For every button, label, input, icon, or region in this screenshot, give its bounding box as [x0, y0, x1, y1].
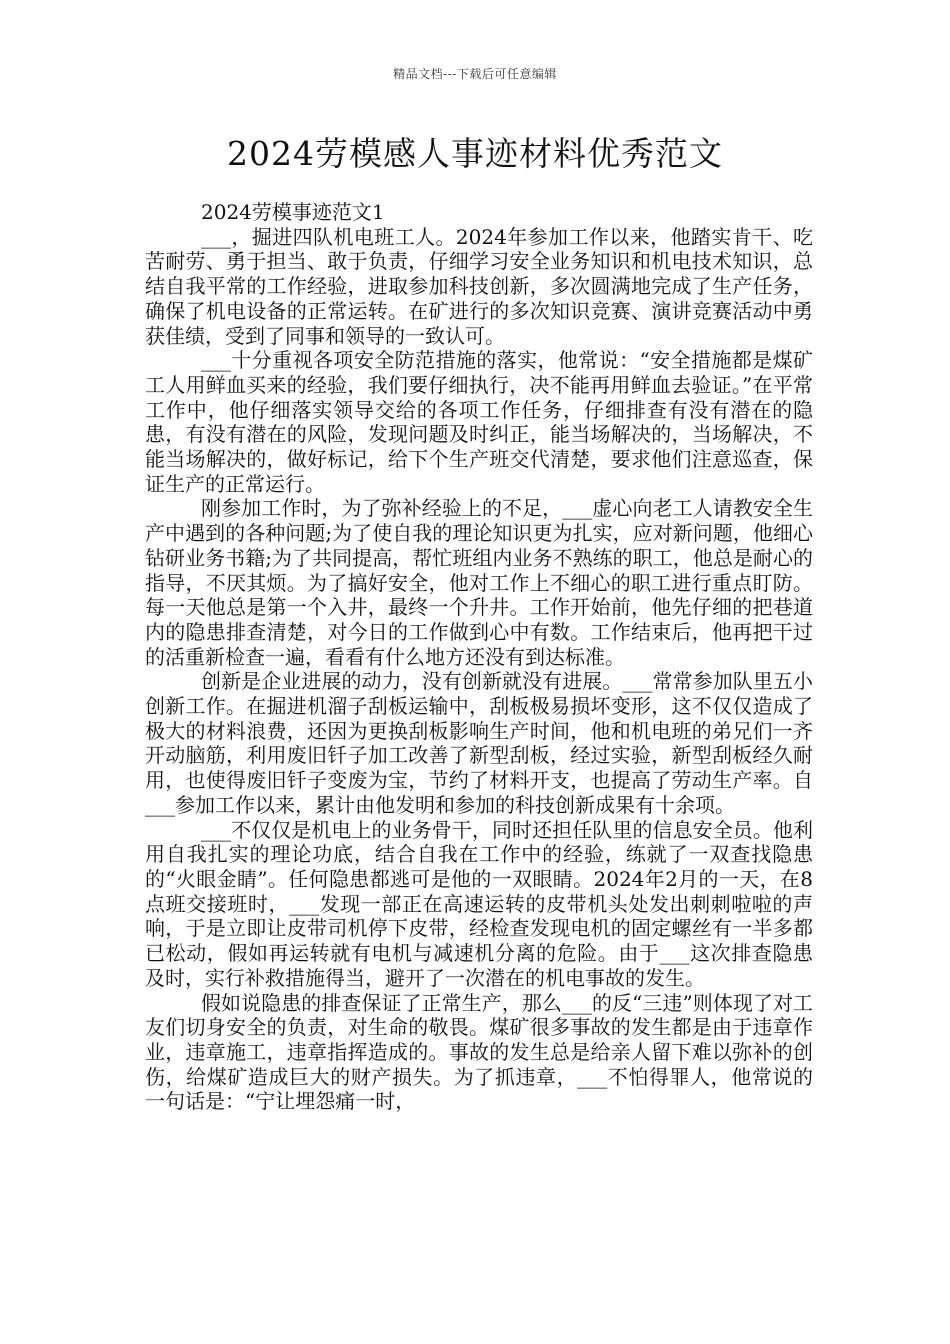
page-header: 精品文档---下载后可任意编辑 — [393, 67, 557, 81]
document-title: 2024劳模感人事迹材料优秀范文 — [227, 134, 723, 173]
paragraph-3: 刚参加工作时，为了弥补经验上的不足，___虚心向老工人请教安全生产中遇到的各种问题;为了使自我的理论知识更为扎实，应对新问题，他细心钻研业务书籍;为了共同提高，帮忙班组内业务不熟练的职工，他总是耐心的指导，不厌其烦。为了搞好安全，他对工作上不细心的职工进行重点盯防。每一天他总是第一个入井，最终一个升井。工作开始前，他先仔细的把巷道内的隐患排查清楚，对今日的工作做到心中有数。工作结束后，他再把干过的活重新检查一遍，看看有什么地方还没有到达标准。 — [145, 496, 813, 669]
paragraph-2: ___十分重视各项安全防范措施的落实，他常说：“安全措施都是煤矿工人用鲜血买来的经验，我们要仔细执行，决不能再用鲜血去验证。”在平常工作中，他仔细落实领导交给的各项工作任务，仔细排查有没有潜在的隐患，有没有潜在的风险，发现问题及时纠正，能当场解决的，当场解决，不能当场解决的，做好标记，给下个生产班交代清楚，要求他们注意巡查，保证生产的正常运行。 — [145, 348, 813, 496]
paragraph-5: ___不仅仅是机电上的业务骨干，同时还担任队里的信息安全员。他利用自我扎实的理论功底，结合自我在工作中的经验，练就了一双查找隐患的“火眼金睛”。任何隐患都逃可是他的一双眼睛。2024年2月的一天，在8点班交接班时，___发现一部正在高速运转的皮带机头处发出刺刺啦啦的声响，于是立即让皮带司机停下皮带，经检查发现电机的固定螺丝有一半多都已松动，假如再运转就有电机与减速机分离的危险。由于___这次排查隐患及时，实行补救措施得当，避开了一次潜在的机电事故的发生。 — [145, 817, 813, 990]
document-body — [145, 200, 813, 1114]
paragraph-6: 假如说隐患的排查保证了正常生产，那么___的反“三违”则体现了对工友们切身安全的负责，对生命的敬畏。煤矿很多事故的发生都是由于违章作业，违章施工，违章指挥造成的。事故的发生总是给亲人留下难以弥补的创伤，给煤矿造成巨大的财产损失。为了抓违章，___不怕得罪人，他常说的一句话是：“宁让埋怨痛一时， — [145, 990, 813, 1114]
paragraph-1: ___，掘进四队机电班工人。2024年参加工作以来，他踏实肯干、吃苦耐劳、勇于担当、敢于负责，仔细学习安全业务知识和机电技术知识，总结自我平常的工作经验，进取参加科技创新，多次圆满地完成了生产任务，确保了机电设备的正常运转。在矿进行的多次知识竞赛、演讲竞赛活动中勇获佳绩，受到了同事和领导的一致认可。 — [145, 224, 813, 348]
paragraph-4: 创新是企业进展的动力，没有创新就没有进展。___常常参加队里五小创新工作。在掘进机溜子刮板运输中，刮板极易损坏变形，这不仅仅造成了极大的材料浪费，还因为更换刮板影响生产时间，他和机电班的弟兄们一齐开动脑筋，利用废旧钎子加工改善了新型刮板，经过实验，新型刮板经久耐用，也使得废旧钎子变废为宝，节约了材料开支，也提高了劳动生产率。自___参加工作以来，累计由他发明和参加的科技创新成果有十余项。 — [145, 669, 813, 817]
section-subtitle: 2024劳模事迹范文1 — [201, 200, 385, 224]
